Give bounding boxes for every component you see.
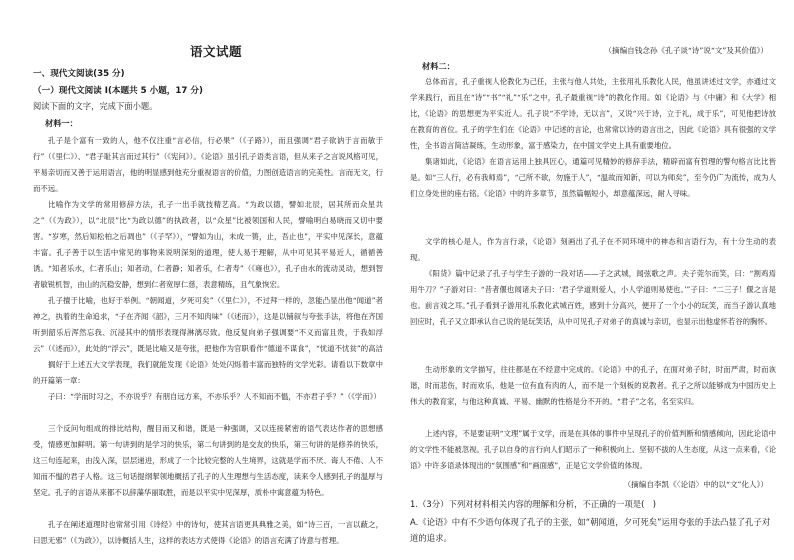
answer-option-a[interactable]: A.《论语》中有不少语句体现了孔子的主张，如“朝闻道，夕可死矣”运用夸张的手法凸显了孔子对道的追求。 <box>410 517 771 543</box>
material-two-label: 材料二： <box>422 61 455 71</box>
paragraph: 搁好于上述五大文学表现，我们就能发现《论语》处处闪烁着丰富而独特的文学光彩。请看以下数章中的开篇第一章： <box>33 360 383 385</box>
paragraph: 集诸如此，《论语》在语言运用上独具匠心，通篇可见精妙的修辞手法，精辟而富有哲理的警句格言比比皆是。如“三人行，必有我师焉”，“己所不欲，勿施于人”，“温故而知新，可以为师矣”，至今仍广为流传，成为人们立身处世的座右铭。《论语》中的许多章节，虽然篇幅短小，却意蕴深远，耐人寻味。 <box>410 157 776 198</box>
material-one-label: 材料一： <box>45 118 78 128</box>
paragraph: 生动形象的文学描写，往往都是在不经意中完成的。《论语》中的孔子，在面对弟子时，时而严肃，时而诙谐，时而悲伤，时而欢乐，他是一位有血有肉的人，而不是一个刻板的说教者。孔子之所以能够成为中国历史上伟大的教育家，与他这种真诚、平易、幽默的性格是分不开的。“君子”之名，名至实归。 <box>410 365 776 406</box>
subsection-heading: （一）现代文阅读 I(本题共 5 小题，17 分) <box>33 86 203 96</box>
paragraph: 比喻作为文学的常用修辞方法，孔子一出手就技精艺高。“为政以德，譬如北辰，居其所而众星共之”（《为政》），以“北辰”比“为政以德”的执政者，以“众星”比被领国和人民，譬喻明白易晓而又切中要害。“岁寒，然后知松柏之后凋也”（《子罕》），“譬如为山，未成一篑，止，吾止也”，平实中见深长，意蕴丰富。孔子善于以生活中常见的事物来说明深刻的道理，使人易于理解，从中可见其平易近人，循循善诱。“知者乐水，仁者乐山；知者动，仁者静；知者乐，仁者寿”（《雍也》），孔子由水的流动灵动，想到智者敏锐机智，由山的沉稳安静，想到仁者宽厚仁慈，表意精练，且气象恢宏。 <box>33 200 383 289</box>
paragraph: 上述内容，不是要证明“文理”属于文学，而是在具体的事件中呈现孔子的价值判断和情感倾向，因此论语中的文学性不能被忽视。孔子以自身的言行向人们昭示了一种积极向上、坚韧不拔的人生态度，从这一点来看，《论语》中许多语录体现出的“氛围感”和“画面感”，正是它文学价值的体现。 <box>410 429 776 470</box>
paragraph: 孔子在阐述道理时也常常引用《诗经》中的诗句，使其言语更具典雅之美，如“诗三百，一言以蔽之，曰思无邪”（《为政》），以诗概括人生，这样的表达方式使得《论语》的语言充满了诗意与哲理。 <box>33 520 383 545</box>
bottom-source-note: （摘编自李凯《〈论语〉中的以“文”化人》） <box>623 480 768 489</box>
page-title: 语文试题 <box>190 44 243 59</box>
paragraph: 总体而言，孔子重视人伦教化为己任，主张与他人共处，主张用礼乐教化人民，他虽讲述过文学，亦通过文学来践行，而且在“诗”“书”“礼”“乐”之中，孔子最重视“诗”的教化作用。如《论语》与《中庸》和《大学》相比，《论语》的思想更为平实近人。孔子说“不学诗，无以言”，又说“兴于诗，立于礼，成于乐”，可见他把诗放在教育的首位。孔子的学生们在《论语》中记述的言论，也常常以诗的语言出之，因此《论语》具有很强的文学性，全书语言简洁凝练，生动形象，富于感染力，在中国文学史上具有重要地位。 <box>410 77 776 150</box>
paragraph: 文学的核心是人，作为言行录，《论语》刻画出了孔子在不同环境中的神态和言语行为，有十分生动的表现。 <box>410 237 776 262</box>
instruction-text: 阅读下面的文字，完成下面小题。 <box>33 101 158 111</box>
paragraph: 孔子擅于比喻，也好于举例。“朝闻道，夕死可矣”（《里仁》），不过拜一样的，忽能凸显出他“闻道”者神之，执着的生命追求，“子在齐闻《韶》，三月不知肉味”（《述而》），这是以铺叙与夸张手法，将他在齐国听到韶乐后浑然忘我、沉浸其中的情形表现得淋漓尽致。他反复向弟子强调要“不义而富且贵，于我如浮云”（《述而》），此处的“浮云”，既是比喻又是夸张，把他作为官职看作“德道不谋食”，“忧道不忧贫”的高洁 <box>33 296 383 353</box>
source-note: （摘编自钱念孙《孔子谈“诗”说“文”及其价值》） <box>604 46 768 55</box>
paragraph: 《阳货》篇中记录了孔子与学生子游的一段对话——子之武城，闻弦歌之声。夫子莞尔而笑，曰：“割鸡焉用牛刀？”子游对曰：“昔者偃也闻诸夫子曰：‘君子学道则爱人，小人学道则易使也。’”子曰：“二三子！偃之言是也。前言戏之耳。”孔子看到子游用礼乐教化武城百姓，感到十分高兴，便开了一个小小的玩笑，而当子游认真地回应时，孔子又立即承认自己说的是玩笑话，从中可见孔子对弟子的真诚与亲切，也显示出他虚怀若谷的胸怀。 <box>410 269 776 326</box>
question-stem: 1.（3分）下列对材料相关内容的理解和分析，不正确的一项是( ) <box>410 499 656 509</box>
paragraph: 三个反问句组成的排比结构，醒目而又和谐，既是一种强调，又以连接紧密的语气表达作者的思想感受，情感更加鲜明。第一句讲到的是学习的快乐，第二句讲到的是交友的快乐，第三句讲的是修养的快乐，这三句连起来，由浅入深，层层递进，形成了一个比较完整的人生境界，这就是学而不厌、诲人不倦、人不知而不愠的君子人格。这三句话提纲挈领地概括了孔子的人生理想与生活态度，读来令人感到孔子的温厚与坚定。孔子的言语从来都不以辞藻华丽取胜，而是以平实中见深厚，质朴中寓意蕴为特色。 <box>33 424 383 497</box>
quotation-paragraph: 子曰：“学而时习之，不亦说乎？有朋自远方来，不亦乐乎？人不知而不愠，不亦君子乎？”（《学而》） <box>48 392 381 401</box>
paragraph: 孔子是个富有一致的人，他不仅注重“言必信，行必果”（《子路》），而且强调“君子欲讷于言而敏于行”（《里仁》）、“君子耻其言而过其行”（《宪问》）。《论语》虽引孔子语类言语，但从来子之言说风格可见，平易亲切而又善于运用语言，他的明显感到他充分重视语言的价值，力图创造语言的完美性。言而无文，行而不远。 <box>33 136 383 193</box>
section-heading: 一、现代文阅读(35 分) <box>33 69 125 79</box>
